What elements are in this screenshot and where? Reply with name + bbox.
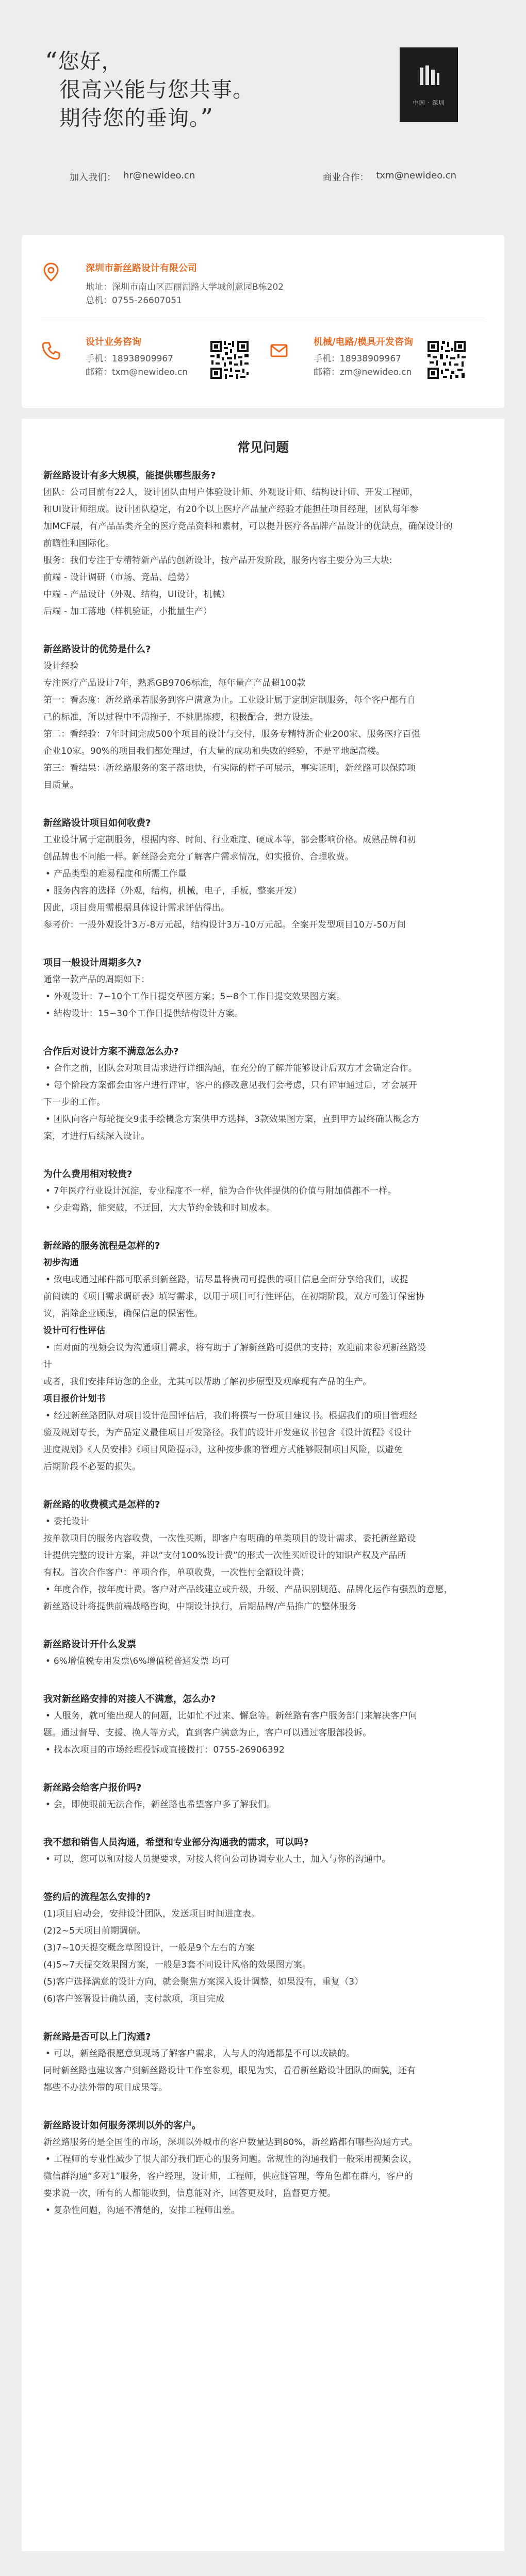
company-info	[86, 262, 284, 307]
faq-subheading: 初步沟通	[43, 1258, 79, 1268]
faq-item	[43, 1834, 483, 1868]
faq-answer-line: 同时新丝路也建议客户到新丝路设计工作室参观，眼见为实，看看新丝路设计团队的面貌，还有	[43, 2066, 416, 2076]
faq-item	[43, 1237, 483, 1476]
faq-spacer	[43, 794, 483, 815]
location-pin-icon	[41, 262, 61, 282]
quote-line-1	[45, 47, 348, 76]
faq-answer-line: • 产品类型的难易程度和所需工作量	[45, 869, 187, 879]
join-email-link[interactable]: hr@newideo.cn	[123, 170, 195, 181]
faq-answer-line: 有权。首次合作客户：单项合作，单项收费，一次性付全额设计费；	[43, 1567, 309, 1578]
hero-section	[0, 0, 526, 199]
faq-question: 签约后的流程怎么安排的?	[43, 1892, 151, 1903]
faq-answer-line: (5)客户选择满意的设计方向，就会聚焦方案深入设计调整，如果没有，重复（3）	[43, 1977, 364, 1987]
company-name: 深圳市新丝路设计有限公司	[86, 263, 197, 274]
faq-question: 新丝路是否可以上门沟通?	[43, 2032, 151, 2042]
faq-answer-line: 专注医疗产品设计7年，熟悉GB9706标准，每年量产产品超100款	[43, 678, 306, 688]
design-consult-title: 设计业务咨询	[86, 337, 141, 348]
mech-consult-phone[interactable]: 手机：18938909967	[314, 354, 401, 364]
phone-icon	[41, 341, 61, 360]
company-hotline: 总机：0755-26607051	[86, 295, 182, 306]
faq-spacer	[43, 620, 483, 641]
faq-answer-line: 前端 - 设计调研（市场、竞品、趋势）	[43, 572, 194, 583]
design-consult-info	[86, 336, 188, 381]
faq-answer-line: 通常一款产品的周期如下：	[43, 975, 150, 985]
faq-answer-line: 企业10家。90%的项目我们都处理过，有大量的成功和失败的经验，不是平地起高楼。	[43, 746, 385, 756]
faq-spacer	[43, 1813, 483, 1834]
brand-logo	[400, 47, 458, 122]
faq-subheading: 项目报价计划书	[43, 1394, 106, 1404]
faq-answer-line: 计提供完整的设计方案，并以“支付100%设计费”的形式一次性买断设计的知识产权及产品所	[43, 1550, 406, 1561]
business-email-link[interactable]: txm@newideo.cn	[376, 170, 456, 181]
faq-answer-line: 按单款项目的服务内容收费，一次性买断，即客户有明确的单类项目的设计需求，委托新丝路设	[43, 1533, 416, 1544]
faq-spacer	[43, 1615, 483, 1636]
faq-subheading: 设计可行性评估	[43, 1326, 106, 1336]
faq-answer-line: • 复杂性问题，沟通不清楚的，安排工程师出差。	[45, 2205, 240, 2216]
faq-answer-line: • 外观设计：7~10个工作日提交草图方案；5~8个工作日提交效果图方案。	[45, 992, 346, 1002]
faq-answer-line: 题。通过督导、支援、换人等方式，直到客户满意为止，客户可以通过客服部投诉。	[43, 1728, 372, 1738]
faq-answer-line: (1)项目启动会，安排设计团队，发送项目时间进度表。	[43, 1909, 260, 1919]
join-us	[70, 170, 195, 184]
mech-consult-block	[269, 336, 468, 381]
faq-answer-line: 目质量。	[43, 780, 79, 790]
faq-answer-line: 己的标准，所以过程中不需拖子，不挑肥拣瘦，积极配合，想方设法。	[43, 712, 319, 722]
design-qr-code-icon	[208, 339, 251, 381]
faq-question: 新丝路设计的优势是什么?	[43, 644, 151, 655]
faq-answer-line: 新丝路服务的是全国性的市场，深圳以外城市的客户数量达到80%，新丝路都有哪些沟通方式。	[43, 2137, 418, 2148]
mail-icon	[269, 341, 289, 360]
faq-spacer	[43, 1868, 483, 1889]
faq-answer-line: 工业设计属于定制服务，根据内容、时间、行业难度、硬成本等，都会影响价格。成熟品牌和初	[43, 835, 416, 845]
faq-question: 新丝路设计如何服务深圳以外的客户。	[43, 2120, 201, 2131]
faq-answer-line: 验及规划专长，为产品定义最佳项目开发路径。我们的设计开发建议书包含《设计流程》《设计	[43, 1428, 412, 1438]
faq-answer-line: 下一步的工作。	[43, 1097, 106, 1108]
faq-item	[43, 1889, 483, 2008]
faq-question: 我不想和销售人员沟通，希望和专业部分沟通我的需求，可以吗?	[43, 1837, 309, 1848]
faq-answer-line: 设计经验	[43, 661, 79, 671]
close-quote-mark: ”	[200, 104, 214, 133]
faq-answer-line: 计	[43, 1360, 53, 1370]
contact-card	[22, 235, 504, 408]
faq-question: 合作后对设计方案不满意怎么办?	[43, 1046, 179, 1057]
faq-question: 新丝路设计项目如何收费?	[43, 818, 151, 829]
faq-question: 新丝路设计有多大规模，能提供哪些服务?	[43, 470, 216, 481]
mech-consult-email[interactable]: 邮箱：zm@newideo.cn	[314, 367, 412, 377]
faq-item	[43, 1691, 483, 1759]
faq-answer-line: (3)7~10天提交概念草图设计，一般是9个左右的方案	[43, 1943, 255, 1953]
quote-line-3-text: 期待您的垂询。	[59, 106, 201, 130]
faq-spacer	[43, 1476, 483, 1496]
faq-item	[43, 2117, 483, 2219]
faq-answer-line: (2)2~5天项目前期调研。	[43, 1926, 146, 1936]
mech-consult-info	[314, 336, 413, 381]
quote-line-3	[59, 104, 348, 133]
faq-answer-line: 前阅读的《项目需求调研表》填写需求，以用于项目可行性评估，在初期阶段，双方可签订保密协	[43, 1292, 425, 1302]
business-coop	[322, 170, 456, 184]
faq-answer-line: • 会，即使眼前无法合作，新丝路也希望客户多了解我们。	[45, 1799, 275, 1810]
faq-answer-line: • 可以，新丝路很愿意到现场了解客户需求，人与人的沟通都是不可以或缺的。	[45, 2049, 355, 2059]
design-consult-block	[41, 336, 251, 381]
logo-caption: 中国 · 深圳	[413, 100, 445, 106]
faq-title: 常见问题	[237, 440, 289, 455]
open-quote-mark: “	[45, 47, 58, 76]
faq-spacer	[43, 1670, 483, 1691]
faq-answer-line: 服务：我们专注于专精特新产品的创新设计，按产品开发阶段，服务内容主要分为三大块:	[43, 555, 392, 566]
faq-answer-line: 微信群沟通“多对1”服务，客户经理，设计师，工程师，供应链管理，等角色都在群内，客户的	[43, 2171, 414, 2182]
faq-question: 新丝路会给客户报价吗?	[43, 1782, 142, 1793]
faq-answer-line: • 服务内容的选择（外观，结构，机械，电子，手板，整案开发）	[45, 886, 302, 896]
faq-spacer	[43, 1145, 483, 1166]
hero-contacts	[70, 170, 456, 184]
faq-item	[43, 467, 483, 620]
faq-spacer	[43, 1217, 483, 1237]
faq-item	[43, 641, 483, 794]
faq-answer-line: 后期阶段不必要的损失。	[43, 1462, 141, 1472]
faq-answer-line: • 团队向客户每轮提交9张手绘概念方案供甲方选择，3款效果图方案，直到甲方最终确认概念方	[45, 1114, 420, 1125]
faq-answer-line: 要求说一次，所有的人都能收到，信息能对齐，回答更及时，监督更方便。	[43, 2188, 336, 2199]
faq-spacer	[43, 2096, 483, 2117]
faq-section	[22, 419, 504, 2551]
faq-answer-line: 创品牌也不同能一样。新丝路会充分了解客户需求情况，如实报价、合理收费。	[43, 852, 354, 862]
faq-answer-line: • 每个阶段方案都会由客户进行评审，客户的修改意见我们会考虑，只有评审通过后，才会展开	[45, 1080, 418, 1091]
faq-answer-line: 加MCF展，有产品品类齐全的医疗竞品资料和素材，可以提升医疗各品牌产品设计的优缺点，确保设计的	[43, 521, 453, 532]
faq-answer-line: 进度规划》《人员安排》《项目风险提示》，这种按步骤的管理方式能够限制项目风险，以避免	[43, 1445, 403, 1455]
faq-spacer	[43, 2008, 483, 2028]
faq-item	[43, 2028, 483, 2096]
faq-answer-line: 前瞻性和国际化。	[43, 538, 114, 549]
faq-answer-line: • 致电或通过邮件都可联系到新丝路，请尽量将贵司可提供的项目信息全面分享给我们，或提	[45, 1275, 408, 1285]
faq-question: 新丝路的收费模式是怎样的?	[43, 1499, 160, 1510]
faq-item	[43, 1043, 483, 1145]
faq-answer-line: 中端 - 产品设计（外观、结构，UI设计，机械）	[43, 589, 231, 600]
faq-answer-line: • 7年医疗行业设计沉淀，专业程度不一样，能为合作伙伴提供的价值与附加值都不一样。	[45, 1186, 397, 1196]
faq-item	[43, 954, 483, 1022]
faq-answer-line: 第三：看结果：新丝路服务的案子落地快，有实际的样子可展示，事实证明，新丝路可以保障项	[43, 763, 416, 773]
quote-line-2: 很高兴能与您共事。	[59, 77, 254, 102]
faq-item	[43, 1779, 483, 1813]
faq-answer-line: • 找本次项目的市场经理投诉或直接拨打：0755-26906392	[45, 1745, 285, 1755]
faq-answer-line: (6)客户签署设计确认函，支付款项，项目完成	[43, 1994, 225, 2004]
faq-question: 我对新丝路安排的对接人不满意，怎么办?	[43, 1694, 216, 1705]
mech-qr-code-icon	[425, 339, 468, 381]
faq-answer-line: 议，消除企业顾虑，确保信息的保密性。	[43, 1309, 203, 1319]
company-row	[41, 262, 284, 307]
faq-answer-line: • 委托设计	[45, 1516, 89, 1527]
faq-answer-line: 都些不办法外带的项目成果等。	[43, 2083, 168, 2093]
faq-answer-line: (4)5~7天提交效果图方案，一般是3套不同设计风格的效果图方案。	[43, 1960, 311, 1970]
faq-answer-line: 参考价：一般外观设计3万-8万元起，结构设计3万-10万元起。全案开发型项目10万-50万间	[43, 920, 406, 930]
faq-answer-line: • 少走弯路，能突破，不迂回，大大节约金钱和时间成本。	[45, 1203, 275, 1213]
faq-answer-line: • 合作之前，团队会对项目需求进行详细沟通，在充分的了解并能够设计后双方才会确定合作。	[45, 1063, 418, 1074]
company-address: 地址：深圳市南山区西丽湖路大学城创意园B栋202	[86, 282, 284, 292]
faq-item	[43, 1166, 483, 1217]
bars-logo-icon	[417, 64, 441, 88]
faq-spacer	[43, 1759, 483, 1779]
faq-question: 新丝路的服务流程是怎样的?	[43, 1241, 160, 1251]
faq-answer-line: 第一：看态度：新丝路承若服务到客户满意为止。工业设计属于定制定制服务，每个客户都有自	[43, 695, 416, 705]
faq-answer-line: 团队：公司目前有22人，设计团队由用户体验设计师、外观设计师、结构设计师、开发工程师，	[43, 487, 419, 498]
faq-item	[43, 815, 483, 934]
quote-greeting: 您好，	[58, 49, 123, 74]
business-label: 商业合作：	[322, 172, 369, 183]
faq-list	[43, 467, 483, 2219]
faq-question: 项目一般设计周期多久?	[43, 957, 142, 968]
join-label: 加入我们：	[70, 172, 116, 183]
design-consult-phone[interactable]: 手机：18938909967	[86, 354, 173, 364]
faq-answer-line: • 工程师的专业性减少了很大部分我们距心的服务问题。常规性的沟通我们一般采用视频会议，	[45, 2154, 418, 2165]
faq-spacer	[43, 934, 483, 954]
faq-answer-line: 新丝路设计将提供前端战略咨询，中期设计执行，后期品牌/产品推广的整体服务	[43, 1601, 357, 1612]
faq-answer-line: • 6%增值税专用发票\6%增值税普通发票 均可	[45, 1656, 230, 1666]
faq-answer-line: 案，才进行后续深入设计。	[43, 1131, 150, 1142]
faq-answer-line: • 面对面的视频会议为沟通项目需求，将有助于了解新丝路可提供的支持；欢迎前来参观新丝路设	[45, 1343, 426, 1353]
faq-answer-line: • 年度合作，按年度计费。客户对产品线建立或升级，升级、产品识别规范、品牌化运作有强烈的意愿，	[45, 1584, 453, 1595]
faq-item	[43, 1636, 483, 1670]
faq-question: 新丝路设计开什么发票	[43, 1639, 136, 1650]
faq-item	[43, 1496, 483, 1615]
faq-answer-line: 第二：看经验：7年时间完成500个项目的设计与交付，服务专精特新企业200家、服务医疗百强	[43, 729, 420, 739]
hero-quote	[45, 47, 348, 133]
faq-answer-line: • 可以，您可以和对接人员提要求，对接人将向公司协调专业人士，加入与你的沟通中。	[45, 1854, 391, 1864]
mech-consult-title: 机械/电路/模具开发咨询	[314, 337, 414, 348]
faq-answer-line: • 结构设计：15~30个工作日提供结构设计方案。	[45, 1009, 243, 1019]
faq-spacer	[43, 1022, 483, 1043]
faq-answer-line: • 人服务，就可能出现人的问题，比如忙不过来、懈怠等。新丝路有客户服务部门来解决客户问	[45, 1711, 418, 1721]
faq-answer-line: 后端 - 加工落地（样机验证，小批量生产）	[43, 606, 212, 617]
faq-answer-line: 或者，我们安排拜访您的企业，尤其可以帮助了解初步原型及观摩现有产品的生产。	[43, 1377, 372, 1387]
faq-question: 为什么费用相对较贵?	[43, 1169, 133, 1180]
design-consult-email[interactable]: 邮箱：txm@newideo.cn	[86, 367, 188, 377]
faq-answer-line: • 经过新丝路团队对项目设计范围评估后，我们将撰写一份项目建议书。根据我们的项目管理经	[45, 1411, 418, 1421]
faq-answer-line: 因此，项目费用需根据具体设计需求评估得出。	[43, 903, 230, 913]
faq-answer-line: 和UI设计师组成。设计团队稳定，有20个以上医疗产品量产经验才能担任项目经理，团队每年参	[43, 504, 419, 515]
